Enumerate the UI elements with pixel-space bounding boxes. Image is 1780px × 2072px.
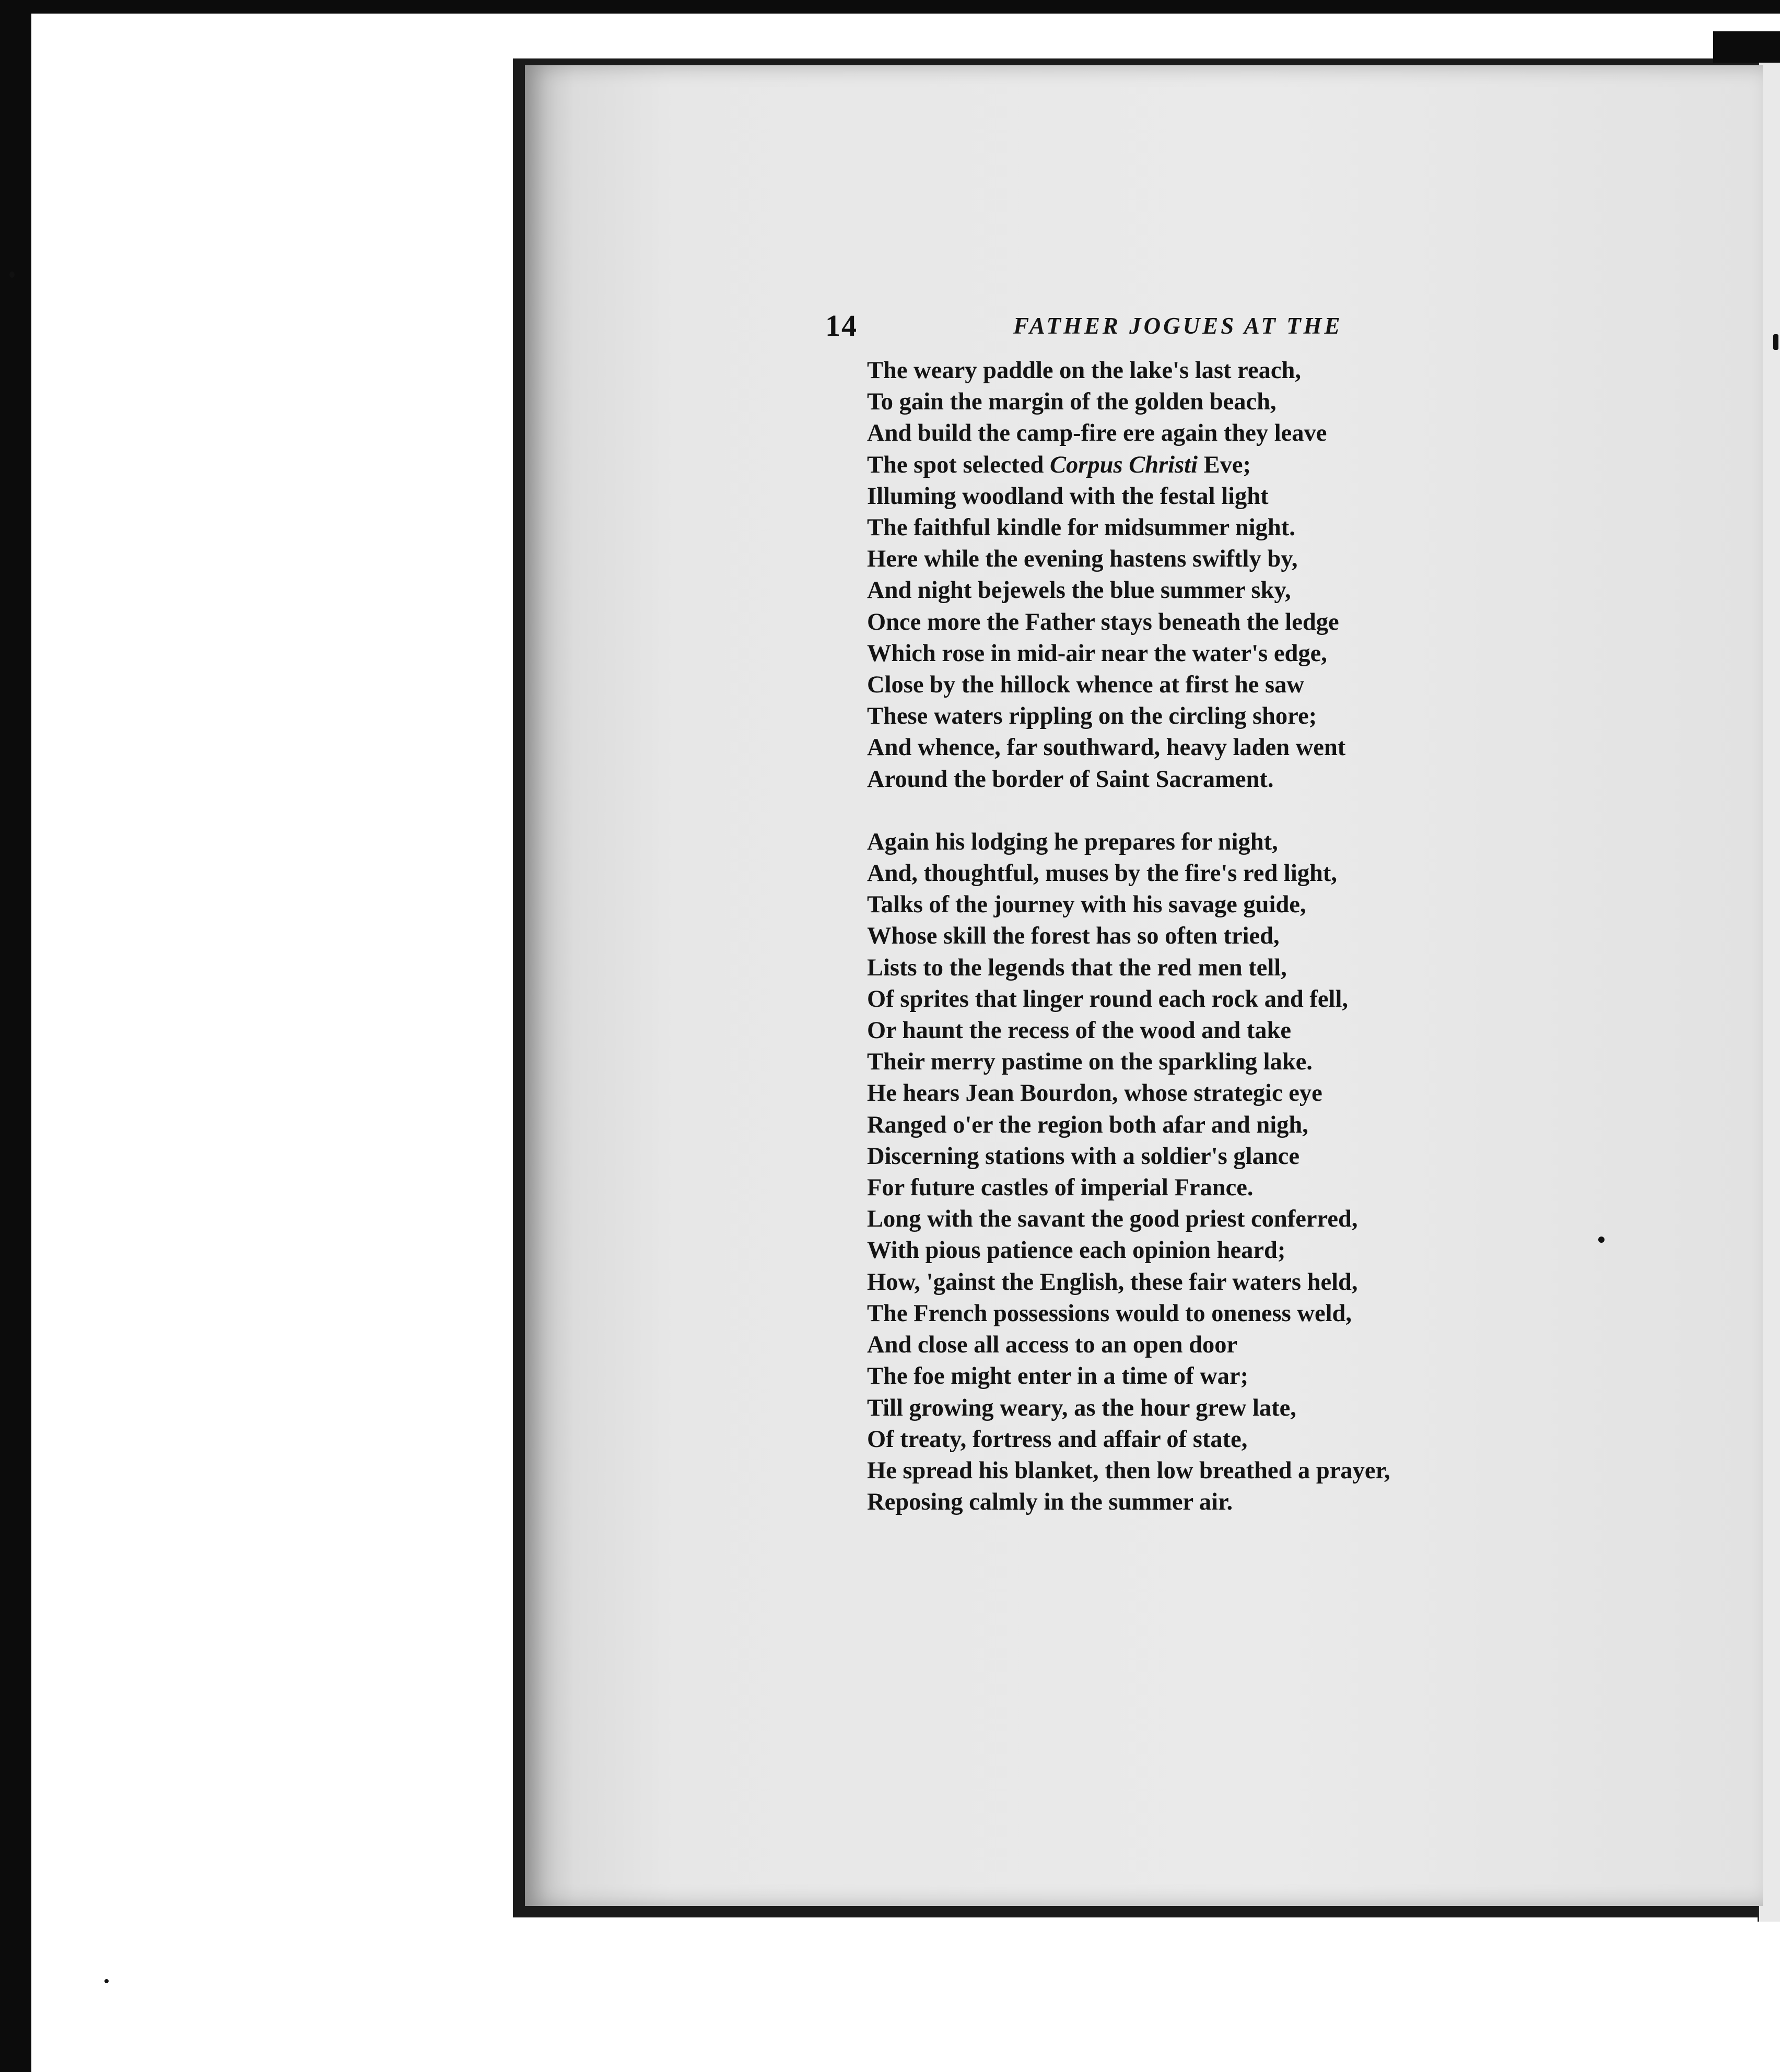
poem-line: Around the border of Saint Sacrament. [867,766,1274,793]
scan-corner-block [1713,31,1780,63]
poem-line: Again his lodging he prepares for night, [867,828,1278,855]
poem-line: The French possessions would to oneness weld, [867,1300,1352,1327]
poem-body [867,355,1525,1518]
poem-line: Whose skill the forest has so often tried, [867,923,1280,950]
poem-line [867,450,1525,481]
poem-line: Long with the savant the good priest conferred, [867,1206,1358,1233]
poem-line: These waters rippling on the circling shore; [867,703,1317,730]
poem-line: For future castles of imperial France. [867,1174,1254,1202]
poem-line: And night bejewels the blue summer sky, [867,577,1291,604]
scan-speck [1773,334,1778,350]
poem-line: Talks of the journey with his savage guide, [867,891,1306,919]
poem-line: Till growing weary, as the hour grew late, [867,1394,1296,1421]
scan-border-left [0,0,31,2072]
poem-line: With pious patience each opinion heard; [867,1237,1286,1264]
page-header [825,308,1536,345]
poem-line: The weary paddle on the lake's last reach, [867,357,1301,384]
stanza [867,827,1525,1518]
poem-line: To gain the margin of the golden beach, [867,388,1277,416]
poem-line: Close by the hillock whence at first he saw [867,672,1304,699]
poem-line-text: Eve; [1198,451,1251,478]
scan-speck [104,1979,109,1983]
poem-line: And whence, far southward, heavy laden went [867,734,1346,761]
scan-speck [9,272,15,278]
poem-line: And close all access to an open door [867,1332,1238,1359]
poem-line: Once more the Father stays beneath the ledge [867,608,1339,635]
poem-line: And build the camp-fire ere again they leave [867,420,1327,447]
running-title: FATHER JOGUES AT THE [1013,313,1343,339]
poem-line-italic: Corpus Christi [1050,451,1198,478]
poem-line: Their merry pastime on the sparkling lake. [867,1049,1313,1076]
poem-line: The faithful kindle for midsummer night. [867,514,1295,541]
poem-line: Lists to the legends that the red men tell, [867,954,1287,981]
poem-line: Which rose in mid-air near the water's edge, [867,640,1327,667]
poem-line: Illuming woodland with the festal light [867,482,1269,510]
poem-line: Discerning stations with a soldier's glance [867,1143,1299,1170]
poem-line: Of treaty, fortress and affair of state, [867,1426,1248,1453]
poem-line: Reposing calmly in the summer air. [867,1489,1233,1516]
scan-speck [1598,1237,1605,1243]
poem-line: The foe might enter in a time of war; [867,1363,1249,1390]
stanza [867,355,1525,795]
poem-line: And, thoughtful, muses by the fire's red light, [867,860,1337,887]
poem-line: Here while the evening hastens swiftly by, [867,546,1298,573]
poem-line: He hears Jean Bourdon, whose strategic eye [867,1080,1322,1107]
page-number: 14 [825,309,858,343]
poem-line: Or haunt the recess of the wood and take [867,1017,1292,1044]
poem-line-text: The spot selected [867,451,1050,478]
poem-line: How, 'gainst the English, these fair waters held, [867,1268,1358,1296]
poem-line: Ranged o'er the region both afar and nigh, [867,1111,1308,1138]
scan-border-top [0,0,1780,14]
poem-line: Of sprites that linger round each rock and fell, [867,985,1348,1013]
poem-line: He spread his blanket, then low breathed a prayer, [867,1457,1390,1484]
